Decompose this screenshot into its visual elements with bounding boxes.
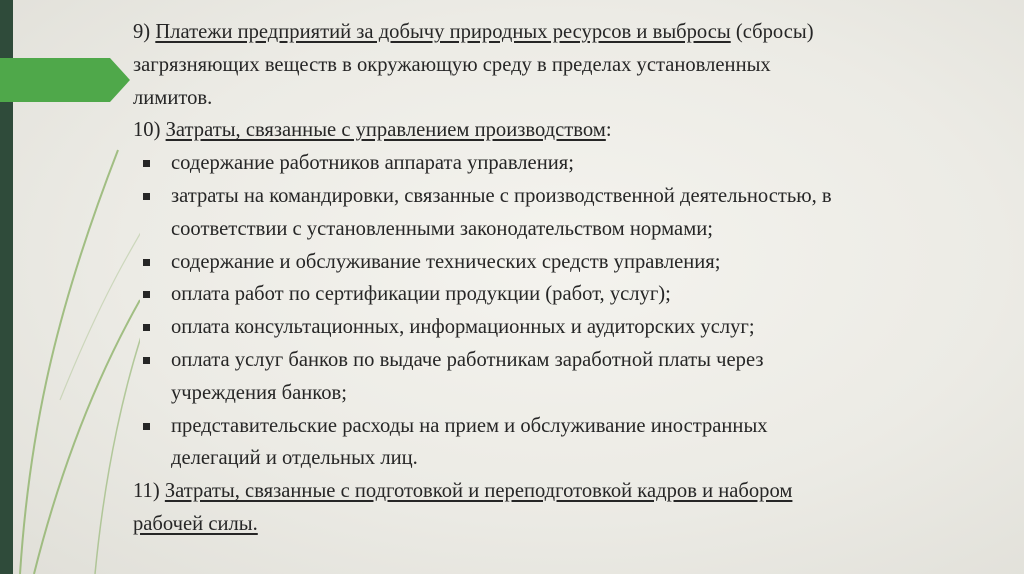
list-item-text: учреждения банков; bbox=[171, 381, 347, 404]
item-10-suffix: : bbox=[605, 119, 612, 142]
item-9-number: 9) bbox=[133, 21, 151, 43]
item-11-heading-line2: рабочей силы. bbox=[133, 512, 258, 535]
item-9-line2: загрязняющих веществ в окружающую среду в пределах установленных bbox=[133, 53, 771, 76]
bullet-square-icon bbox=[143, 357, 150, 364]
bullet-square-icon bbox=[143, 160, 150, 167]
list-item-text: содержание и обслуживание технических средств управления; bbox=[171, 250, 721, 273]
list-item bbox=[133, 278, 1003, 311]
slide-content bbox=[133, 16, 1003, 541]
bullet-square-icon bbox=[143, 291, 150, 298]
list-item-text: оплата консультационных, информационных и аудиторских услуг; bbox=[171, 316, 755, 339]
list-item-text: содержание работников аппарата управления; bbox=[171, 152, 574, 175]
list-item bbox=[133, 147, 1003, 180]
list-item bbox=[133, 311, 1003, 344]
list-item-text: оплата работ по сертификации продукции (работ, услуг); bbox=[171, 283, 671, 306]
item-9-heading: Платежи предприятий за добычу природных ресурсов и выбросы bbox=[155, 21, 731, 43]
item-11-number: 11) bbox=[133, 480, 160, 503]
item-10 bbox=[133, 114, 1003, 147]
list-item bbox=[133, 246, 1003, 279]
list-item-text: представительские расходы на прием и обслуживание иностранных bbox=[171, 414, 768, 437]
list-item bbox=[133, 180, 1003, 246]
list-item bbox=[133, 344, 1003, 410]
bullet-square-icon bbox=[143, 193, 150, 200]
item-9-line3: лимитов. bbox=[133, 86, 213, 109]
item-10-number: 10) bbox=[133, 119, 161, 142]
item-11-heading: Затраты, связанные с подготовкой и переподготовкой кадров и набором bbox=[164, 480, 793, 503]
bullet-square-icon bbox=[143, 423, 150, 430]
bullet-list bbox=[133, 147, 1003, 475]
item-9-rest: (сбросы) bbox=[735, 21, 814, 43]
list-item-text: затраты на командировки, связанные с производственной деятельностью, в bbox=[171, 184, 832, 207]
item-11 bbox=[133, 475, 1003, 541]
bullet-square-icon bbox=[143, 259, 150, 266]
bullet-square-icon bbox=[143, 324, 150, 331]
item-9 bbox=[133, 16, 1003, 114]
green-arrow-shape bbox=[0, 58, 130, 102]
list-item bbox=[133, 410, 1003, 476]
list-item-text: делегаций и отдельных лиц. bbox=[171, 447, 418, 470]
list-item-text: соответствии с установленными законодательством нормами; bbox=[171, 217, 713, 240]
item-10-heading: Затраты, связанные с управлением производством bbox=[165, 119, 606, 142]
list-item-text: оплата услуг банков по выдаче работникам заработной платы через bbox=[171, 348, 764, 371]
